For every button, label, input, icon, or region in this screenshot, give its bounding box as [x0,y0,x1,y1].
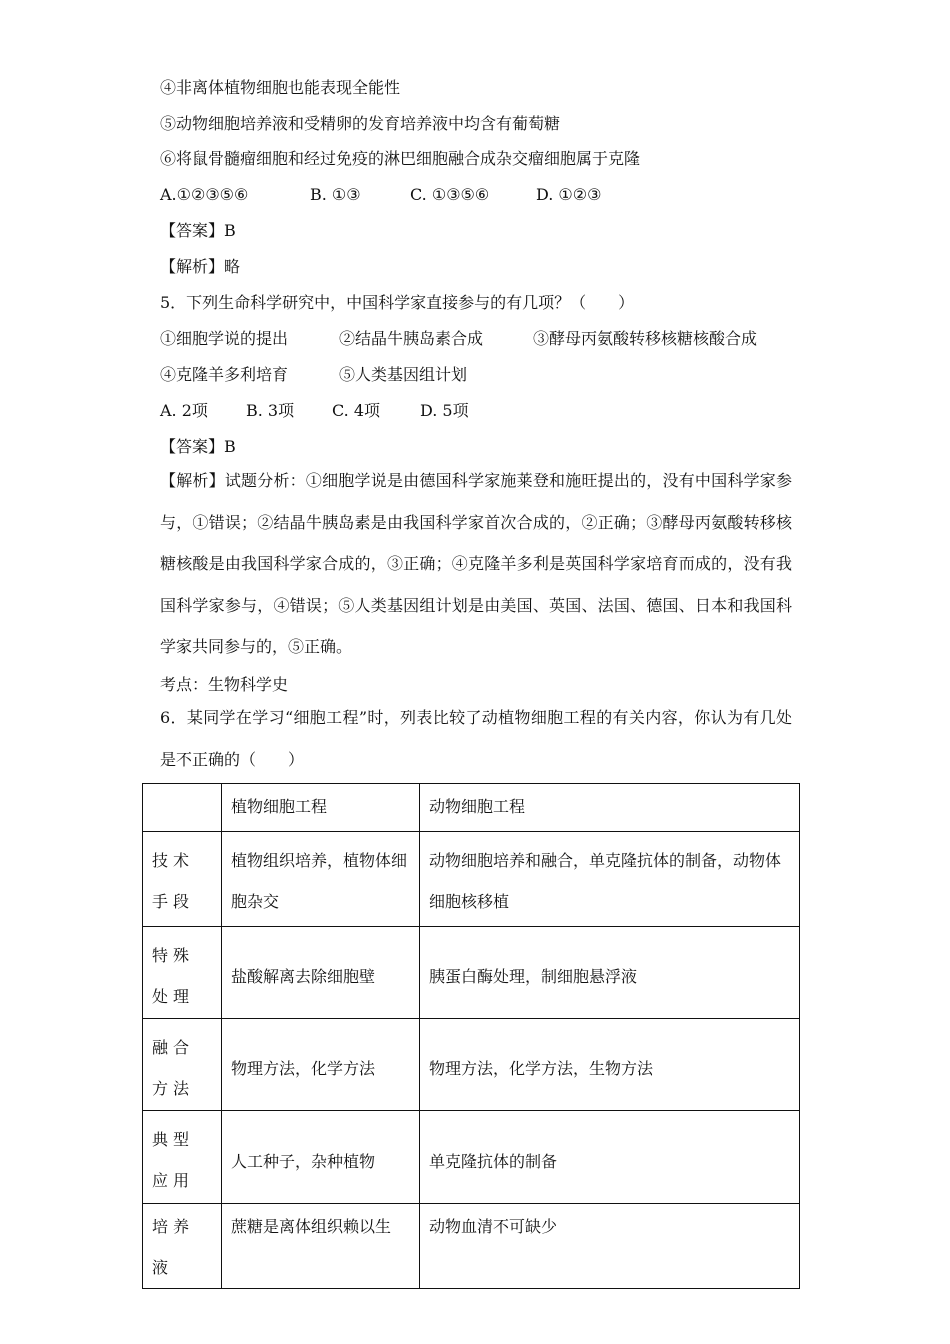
q4-option-c[interactable]: C. ①③⑤⑥ [410,185,490,204]
q5-item: ①细胞学说的提出 [160,329,289,348]
table-cell: 动物血清不可缺少 [420,1204,800,1289]
table-row [143,832,800,927]
q4-answer: 【答案】B [160,221,236,240]
q5-option-b[interactable]: B. 3项 [246,401,295,420]
q5-answer: 【答案】B [160,437,236,456]
q5-item: ④克隆羊多利培育 [160,365,289,384]
q5-item: ②结晶牛胰岛素合成 [339,329,484,348]
table-cell: 物理方法，化学方法 [222,1019,420,1111]
q5-items-row-2 [160,364,467,386]
table-cell-label: 融合方法 [143,1019,222,1111]
q5-option-c[interactable]: C. 4项 [332,401,381,420]
q4-item-5: ⑤动物细胞培养液和受精卵的发育培养液中均含有葡萄糖 [160,114,561,133]
table-cell: 盐酸解离去除细胞壁 [222,927,420,1019]
q5-options [160,400,469,422]
q5-analysis: 【解析】试题分析：①细胞学说是由德国科学家施莱登和施旺提出的，没有中国科学家参与，①错误；②结晶牛胰岛素是由我国科学家首次合成的，②正确；③酵母丙氨酸转移核糖核酸是由我国科学家合成的，③正确；④克隆羊多利是英国科学家培育而成的，没有我国科学家参与，④错误；⑤人类基因组计划是由美国、英国、法国、德国、日本和我国科学家共同参与的，⑤正确。 [160,471,792,656]
table-cell-label: 技术手段 [143,832,222,927]
q4-item-4: ④非离体植物细胞也能表现全能性 [160,78,401,97]
q5-point: 考点：生物科学史 [160,675,289,694]
table-cell-label: 培养液 [143,1204,222,1289]
q4-option-a[interactable]: A.①②③⑤⑥ [160,185,249,204]
table-cell: 动物细胞培养和融合，单克隆抗体的制备，动物体细胞核移植 [420,832,800,927]
q5-item: ③酵母丙氨酸转移核糖核酸合成 [533,329,758,348]
table-row [143,1204,800,1289]
table-header-cell: 植物细胞工程 [222,784,420,832]
table-cell: 胰蛋白酶处理，制细胞悬浮液 [420,927,800,1019]
q4-options [160,184,601,206]
q4-option-d[interactable]: D. ①②③ [536,185,602,204]
table-cell: 人工种子，杂种植物 [222,1111,420,1204]
q5-items-row-1 [160,328,757,350]
table-cell: 物理方法，化学方法，生物方法 [420,1019,800,1111]
q5-option-a[interactable]: A. 2项 [160,401,208,420]
table-row [143,1019,800,1111]
table-row [143,927,800,1019]
comparison-table [142,783,800,1289]
table-header-cell: 动物细胞工程 [420,784,800,832]
table-cell: 植物组织培养，植物体细胞杂交 [222,832,420,927]
table-cell-label: 特殊处理 [143,927,222,1019]
q6-question: 6．某同学在学习“细胞工程”时，列表比较了动植物细胞工程的有关内容，你认为有几处是不正确的（ ） [160,708,792,769]
table-cell: 单克隆抗体的制备 [420,1111,800,1204]
q5-item: ⑤人类基因组计划 [339,365,468,384]
table-header-cell [143,784,222,832]
q4-item-6: ⑥将鼠骨髓瘤细胞和经过免疫的淋巴细胞融合成杂交瘤细胞属于克隆 [160,149,641,168]
table-row [143,1111,800,1204]
table-cell: 蔗糖是离体组织赖以生 [222,1204,420,1289]
table-header-row [143,784,800,832]
q5-option-d[interactable]: D. 5项 [420,401,469,420]
q5-question: 5．下列生命科学研究中，中国科学家直接参与的有几项？（ ） [160,293,635,312]
table-cell-label: 典型应用 [143,1111,222,1204]
q4-analysis: 【解析】略 [160,257,241,276]
q4-option-b[interactable]: B. ①③ [310,185,361,204]
